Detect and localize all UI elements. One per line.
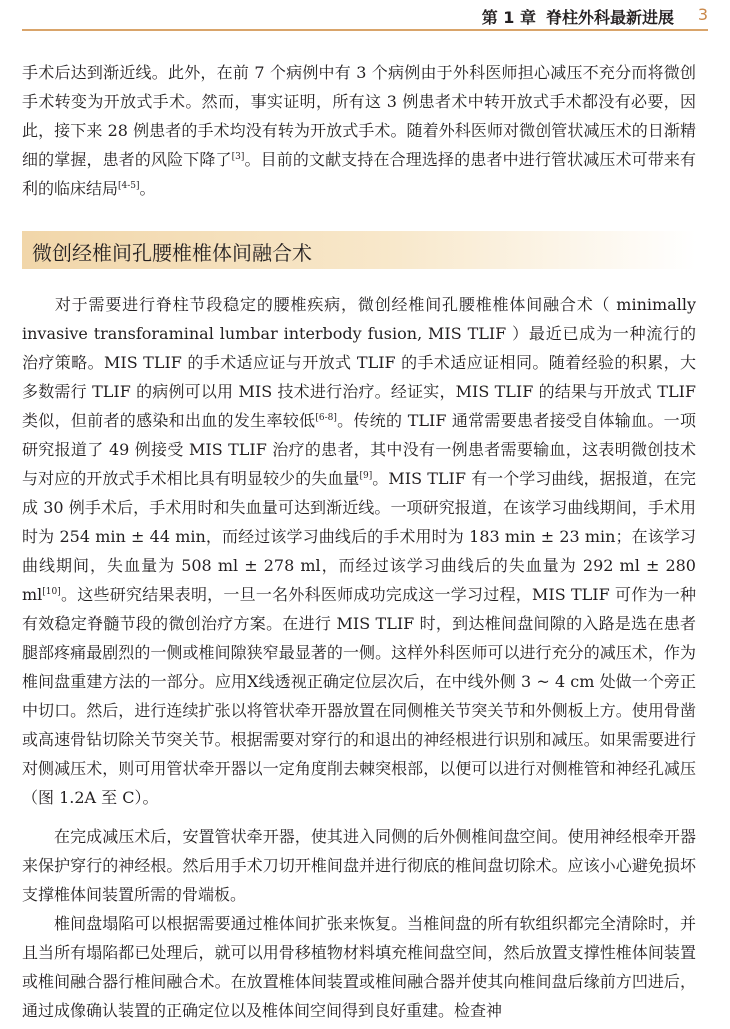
- paragraph-text: 在完成减压术后，安置管状牵开器，使其进入同侧的后外侧椎间盘空间。使用神经根牵开器来保护穿行的神经根。然后用手术刀切开椎间盘并进行彻底的椎间盘切除术。应该小心避免损坏支撑椎体间装置所需的骨端板。: [22, 827, 696, 904]
- paragraph-text: 椎间盘塌陷可以根据需要通过椎体间扩张来恢复。当椎间盘的所有软组织都完全清除时，并且当所有塌陷都已处理后，就可以用骨移植物材料填充椎间盘空间，然后放置支撑性椎体间装置或椎间融合器行椎间融合术。在放置椎体间装置或椎间融合器并使其向椎间盘后缘前方凹进后，通过成像确认装置的正确定位以及椎体间空间得到良好重建。检查神: [22, 914, 696, 1020]
- citation: [9]: [359, 471, 373, 481]
- citation: [10]: [42, 587, 61, 597]
- body-paragraph-3: [22, 909, 696, 1025]
- body-paragraph-1: [22, 290, 696, 812]
- running-head: [482, 5, 674, 28]
- intro-text-2: 。目前的文献支持在合理选择的患者中进行管状减压术可带来有利的临床结局: [22, 150, 696, 198]
- page-header: [22, 0, 708, 30]
- intro-text-3: 。: [139, 179, 156, 198]
- chapter-title: 脊柱外科最新进展: [545, 8, 674, 27]
- citation: [6-8]: [315, 413, 337, 423]
- paragraph-text: 。MIS TLIF 有一个学习曲线，据报道，在完成 30 例手术后，手术用时和失血量可达到渐近线。一项研究报道，在该学习曲线期间，手术用时为 254 min ± 44 min，而经过该学习曲线后的手术用时为 183 min ± 23 min；在该学习曲线期间，失血量为 508 ml ± 278 ml，而经过该学习曲线后的失血量为 292 ml ± 280 ml: [22, 469, 696, 604]
- citation: [4-5]: [118, 181, 140, 191]
- header-rule: [22, 29, 708, 31]
- chapter-label: 第 1 章: [481, 8, 536, 27]
- paragraph-text: 。这些研究结果表明，一旦一名外科医师成功完成这一学习过程，MIS TLIF 可作为一种有效稳定脊髓节段的微创治疗方案。在进行 MIS TLIF 时，到达椎间盘间隙的入路是选在患者腿部疼痛最剧烈的一侧或椎间隙狭窄最显著的一侧。这样外科医师可以进行充分的减压术，作为椎间盘重建方法的一部分。应用X线透视正确定位层次后，在中线外侧 3 ~ 4 cm 处做一个旁正中切口。然后，进行连续扩张以将管状牵开器放置在同侧椎关节突关节和外侧板上方。使用骨凿或高速骨钻切除关节突关节。根据需要对穿行的和退出的神经根进行识别和减压。如果需要进行对侧减压术，则可用管状牵开器以一定角度削去棘突根部，以便可以进行对侧椎管和神经孔减压（图 1.2A 至 C）。: [22, 585, 696, 807]
- paragraph-text: 。传统的 TLIF 通常需要患者接受自体输血。一项研究报道了 49 例接受 MIS TLIF 治疗的患者，其中没有一例患者需要输血，这表明微创技术与对应的开放式手术相比具有明显较少的失血量: [22, 411, 696, 488]
- page-number: 3: [697, 5, 708, 24]
- citation: [3]: [231, 152, 245, 162]
- intro-paragraph: [22, 58, 696, 203]
- intro-text: 手术后达到渐近线。此外，在前 7 个病例中有 3 个病例由于外科医师担心减压不充分而将微创手术转变为开放式手术。然而，事实证明，所有这 3 例患者术中转开放式手术都没有必要，因此，接下来 28 例患者的手术均没有转为开放式手术。随着外科医师对微创管状减压术的日渐精细的掌握，患者的风险下降了: [22, 63, 696, 169]
- section-title: 微创经椎间孔腰椎椎体间融合术: [32, 241, 312, 265]
- section-heading-band: [22, 231, 696, 269]
- body-paragraph-2: [22, 822, 696, 909]
- paragraph-text: 对于需要进行脊柱节段稳定的腰椎疾病，微创经椎间孔腰椎椎体间融合术（ minimally invasive transforaminal lumbar interbody fusion, MIS TLIF ）最近已成为一种流行的治疗策略。MIS TLIF 的手术适应证与开放式 TLIF 的手术适应证相同。随着经验的积累，大多数需行 TLIF 的病例可以用 MIS 技术进行治疗。经证实，MIS TLIF 的结果与开放式 TLIF 类似，但前者的感染和出血的发生率较低: [22, 295, 696, 430]
